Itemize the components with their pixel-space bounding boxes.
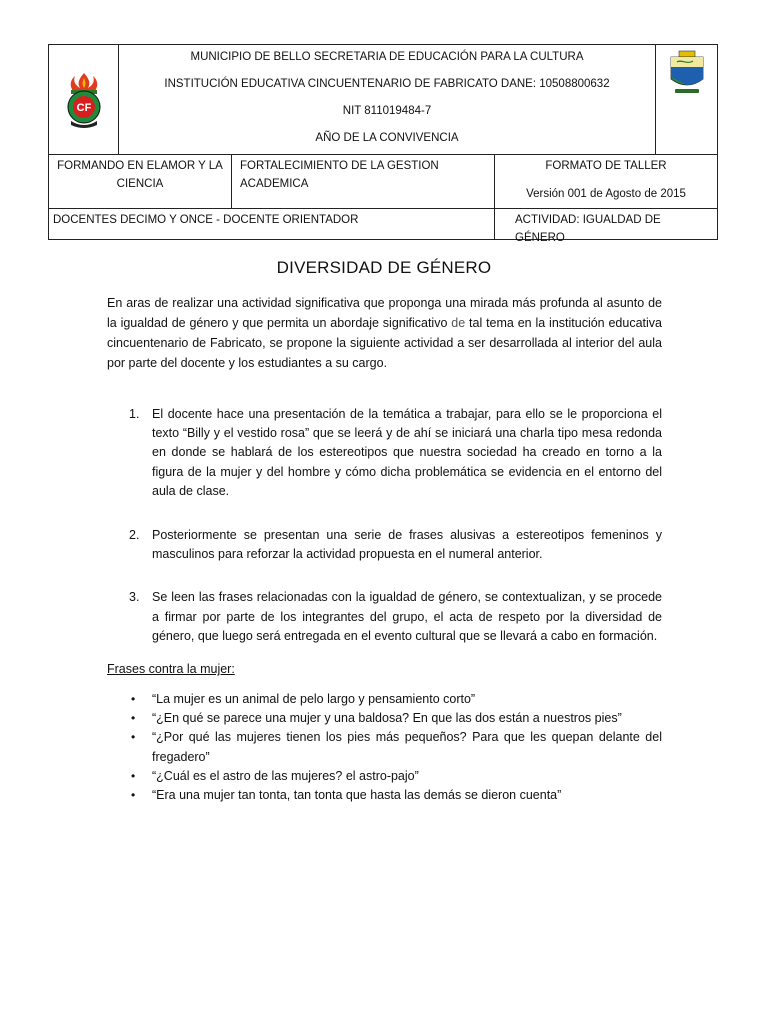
phrase-item <box>107 767 662 786</box>
bullet-icon: • <box>131 692 136 706</box>
step-number: 2. <box>129 528 140 543</box>
step-number: 1. <box>129 407 140 421</box>
bullet-icon: • <box>131 788 136 803</box>
intro-text-de: de <box>451 316 466 330</box>
bullet-icon: • <box>131 730 136 745</box>
teachers-cell: DOCENTES DECIMO Y ONCE - DOCENTE ORIENTADOR <box>49 209 495 239</box>
school-logo-left <box>49 45 119 154</box>
bullet-icon: • <box>131 768 136 783</box>
header-row-format <box>49 155 717 209</box>
step-item-1 <box>107 405 662 501</box>
step-number: 3. <box>129 590 140 605</box>
phrase-text: “¿Cuál es el astro de las mujeres? el astro-pajo” <box>152 768 419 783</box>
school-crest-icon <box>53 69 115 131</box>
step-text: El docente hace una presentación de la temática a trabajar, para ello se le proporciona el texto “Billy y el vestido rosa” que se leerá y de ahí se iniciará una charla tipo mesa redonda en donde se hablará de los estereotipos que nuestra sociedad ha creado en torno a la figura de la mujer y del hombre y cómo dicha problemática se evidencia en el entorno del aula de clase. <box>152 407 662 498</box>
step-item-2 <box>107 526 662 564</box>
phrases-heading: Frases contra la mujer: <box>107 662 235 676</box>
municipal-shield-logo <box>656 45 717 154</box>
phrase-text: “Era una mujer tan tonta, tan tonta que hasta las demás se dieron cuenta” <box>152 788 562 803</box>
activity-steps-list <box>107 405 662 646</box>
header-line-institucion: INSTITUCIÓN EDUCATIVA CINCUENTENARIO DE FABRICATO DANE: 10508800632 <box>164 78 610 90</box>
step-item-3 <box>107 588 662 646</box>
institution-info <box>119 45 656 154</box>
phrase-item <box>107 709 662 728</box>
header-line-ano: AÑO DE LA CONVIVENCIA <box>315 132 459 144</box>
crest-letters: CF <box>76 101 91 114</box>
phrase-item <box>107 728 662 766</box>
phrase-item <box>107 690 662 709</box>
phrase-text: “¿Por qué las mujeres tienen los pies más pequeños? Para que les quepan delante del fregadero” <box>152 730 662 764</box>
header-row-activity <box>49 209 717 244</box>
version-label: Versión 001 de Agosto de 2015 <box>526 188 686 200</box>
intro-text-1: En aras de realizar una actividad significativa que proponga una mirada más profunda al asunto de la igualdad de género y que permita un abordaje significativo <box>107 296 662 330</box>
header-table <box>48 44 718 244</box>
intro-paragraph <box>107 293 662 373</box>
phrase-text: “La mujer es un animal de pelo largo y pensamiento corto” <box>152 692 476 706</box>
step-text: Se leen las frases relacionadas con la igualdad de género, se contextualizan, y se procede a firmar por parte de los integrantes del grupo, el acta de respeto por la diversidad de género, que luego será entregada en el evento cultural que se llevará a cabo en formación. <box>152 590 662 643</box>
phrase-text: “¿En qué se parece una mujer y una baldosa? En que las dos están a nuestros pies” <box>152 711 622 726</box>
format-cell <box>495 155 717 208</box>
activity-cell: ACTIVIDAD: IGUALDAD DE GÉNERO <box>515 214 661 244</box>
header-line-nit: NIT 811019484-7 <box>342 105 432 117</box>
management-area-cell: FORTALECIMIENTO DE LA GESTION ACADEMICA <box>232 155 495 208</box>
header-row-institution <box>49 45 717 155</box>
header-line-municipio: MUNICIPIO DE BELLO SECRETARIA DE EDUCACIÓN PARA LA CULTURA <box>190 51 584 63</box>
format-label: FORMATO DE TALLER <box>545 160 667 172</box>
bullet-icon: • <box>131 711 136 726</box>
motto-cell: FORMANDO EN ELAMOR Y LA CIENCIA <box>49 155 232 208</box>
phrase-item <box>107 786 662 805</box>
municipal-shield-icon <box>667 49 707 97</box>
intro-text-2: tal tema en la institución educativa cincuentenario de Fabricato, se propone la siguiente actividad a ser desarrollada al interior del aula por parte del docente y los estudiantes a su cargo. <box>107 316 662 370</box>
phrases-list <box>107 690 662 805</box>
step-text: Posteriormente se presentan una serie de frases alusivas a estereotipos femeninos y masculinos para reforzar la actividad propuesta en el numeral anterior. <box>152 528 662 562</box>
page-title: DIVERSIDAD DE GÉNERO <box>276 258 492 277</box>
